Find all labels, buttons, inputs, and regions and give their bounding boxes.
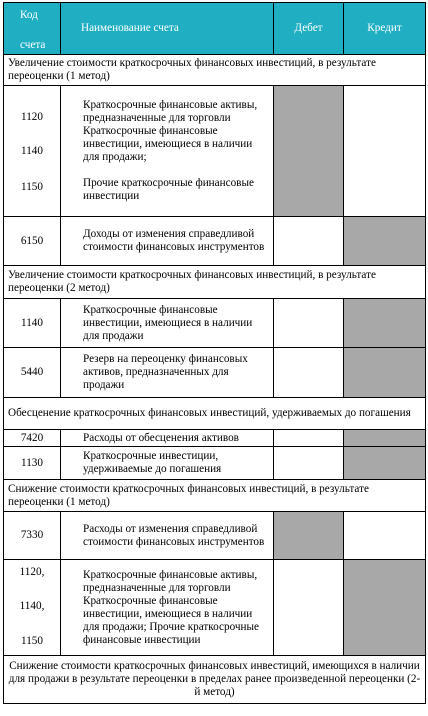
credit-cell-shaded [344, 560, 426, 656]
credit-cell [344, 512, 426, 560]
table-row [4, 217, 426, 266]
header-code-cell [4, 3, 61, 55]
credit-cell-shaded [344, 299, 426, 348]
debit-cell-shaded [274, 86, 344, 217]
section-row [4, 480, 426, 512]
account-name: Расходы от обесценения активов [61, 430, 274, 447]
table-header-row [4, 3, 426, 55]
account-name: Резерв на переоценку финансовых активов, предназначенных для продажи [61, 348, 274, 398]
credit-cell-shaded [344, 447, 426, 480]
account-code: 7420 [4, 430, 61, 447]
account-name: Краткосрочные финансовые активы, предназначенные для торговли Краткосрочные финансовые инвестиции, имеющиеся в наличии для продажи; Прочие краткосрочные финансовые инвестиции [61, 86, 274, 217]
debit-cell [274, 447, 344, 480]
credit-cell-shaded [344, 348, 426, 398]
account-name: Краткосрочные инвестиции, удерживаемые до погашения [61, 447, 274, 480]
account-code: 5440 [4, 348, 61, 398]
debit-cell [274, 299, 344, 348]
account-name: Краткосрочные финансовые активы, предназначенные для торговли Краткосрочные финансовые инвестиции, имеющиеся в наличии для продажи; Прочие краткосрочные финансовые инвестиции [61, 560, 274, 656]
account-code: 1120, [19, 566, 45, 578]
table-row [4, 447, 426, 480]
debit-cell-shaded [274, 512, 344, 560]
account-code: 1140 [21, 145, 43, 157]
header-debit: Дебет [274, 3, 344, 55]
credit-cell-shaded [344, 430, 426, 447]
header-credit: Кредит [344, 3, 426, 55]
section-title: Снижение стоимости краткосрочных финансовых инвестиций, имеющихся в наличии для продажи в результате переоценки в пределах ранее произведенной переоценки (2-й метод) [4, 656, 426, 704]
table-row [4, 430, 426, 447]
account-code: 7330 [4, 512, 61, 560]
section-title: Увеличение стоимости краткосрочных финансовых инвестиций, в результате переоценки (1 метод) [4, 55, 426, 86]
section-title: Обесценение краткосрочных финансовых инвестиций, удерживаемых до погашения [4, 398, 426, 430]
account-name: Краткосрочные финансовые инвестиции, имеющиеся в наличии для продажи [61, 299, 274, 348]
table-row [4, 86, 426, 217]
credit-cell [344, 86, 426, 217]
credit-cell-shaded [344, 217, 426, 266]
header-name: Наименование счета [61, 3, 274, 55]
debit-cell [274, 348, 344, 398]
account-code: 1140, [19, 600, 45, 612]
account-code: 1130 [4, 447, 61, 480]
header-code-line2: счета [20, 39, 46, 51]
section-title: Увеличение стоимости краткосрочных финансовых инвестиций, в результате переоценки (2 метод) [4, 266, 426, 299]
account-code: 1120 [21, 111, 43, 123]
account-name: Доходы от изменения справедливой стоимости финансовых инструментов [61, 217, 274, 266]
table-row [4, 512, 426, 560]
debit-cell [274, 560, 344, 656]
section-title: Снижение стоимости краткосрочных финансовых инвестиций, в результате переоценки (1 метод) [4, 480, 426, 512]
table-row [4, 348, 426, 398]
account-codes [4, 86, 61, 217]
section-row [4, 266, 426, 299]
section-row [4, 656, 426, 704]
header-code-line1: Код [20, 9, 38, 21]
table-row [4, 299, 426, 348]
accounts-table [3, 2, 426, 704]
section-row [4, 398, 426, 430]
table-row [4, 560, 426, 656]
debit-cell [274, 430, 344, 447]
account-code: 1150 [21, 181, 43, 193]
account-code: 1150 [21, 635, 43, 647]
account-code: 6150 [4, 217, 61, 266]
debit-cell [274, 217, 344, 266]
section-row [4, 55, 426, 86]
account-name: Расходы от изменения справедливой стоимости финансовых инструментов [61, 512, 274, 560]
account-codes [4, 560, 61, 656]
account-code: 1140 [4, 299, 61, 348]
